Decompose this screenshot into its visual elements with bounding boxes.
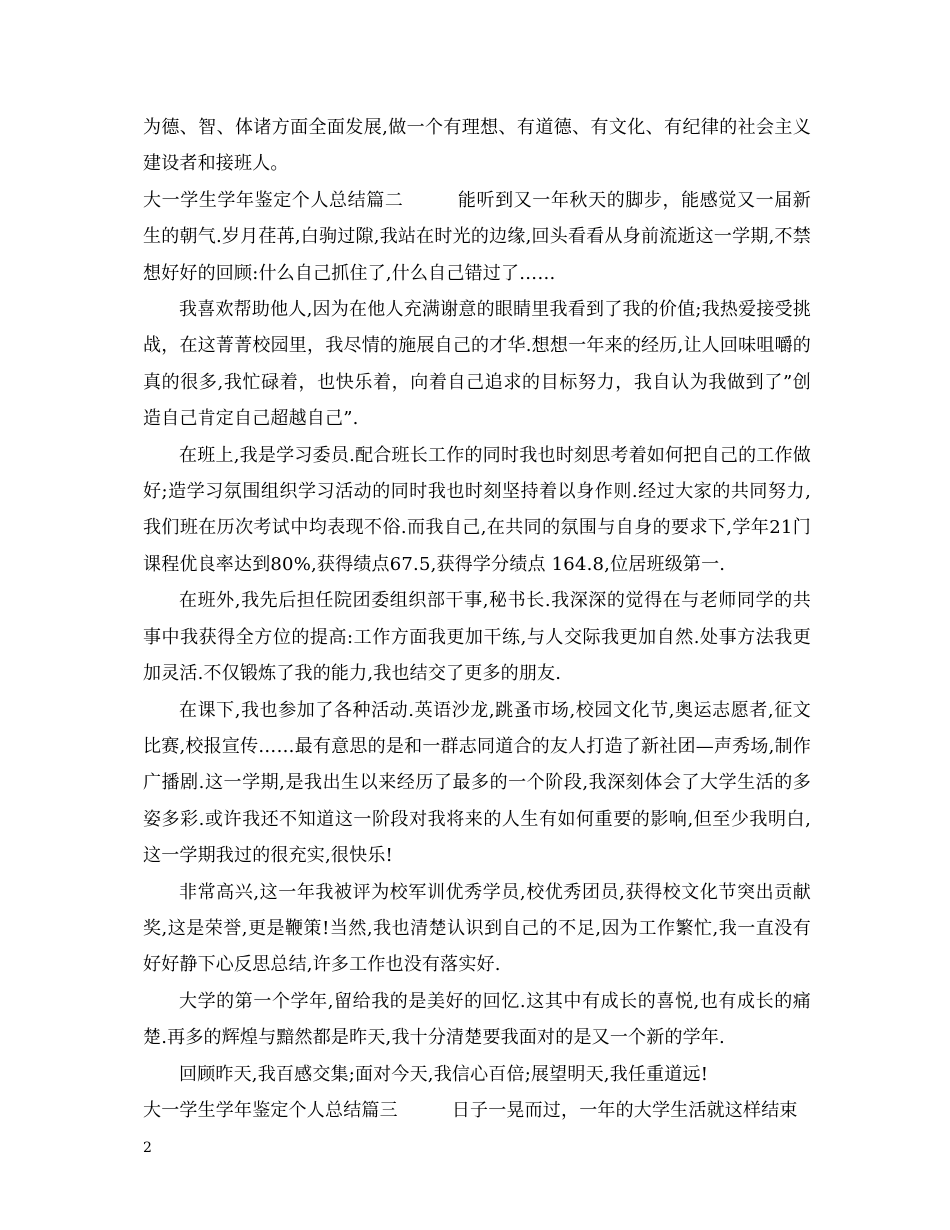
paragraph-text: 能听到又一年秋天的脚步，能感觉又一届新生的朝气.岁月荏苒,白驹过隙,我站在时光的边缘,回头看看从身前流逝这一学期,不禁想好好的回顾:什么自己抓住了,什么自己错过了…… — [143, 189, 811, 284]
paragraph-honors — [143, 875, 811, 984]
paragraph-text: 日子一晃而过，一年的大学生活就这样结束 — [451, 1099, 798, 1121]
document-body — [143, 110, 811, 1129]
paragraph-reflection — [143, 1057, 811, 1093]
paragraph-section-three-heading — [143, 1093, 811, 1129]
paragraph-helping-others — [143, 292, 811, 438]
paragraph-text: 在课下,我也参加了各种活动.英语沙龙,跳蚤市场,校园文化节,奥运志愿者,征文比赛,校报宣传……最有意思的是和一群志同道合的友人打造了新社团—声秀场,制作广播剧.这一学期,是我出生以来经历了最多的一个阶段,我深刻体会了大学生活的多姿多彩.或许我还不知道这一阶段对我将来的人生有如何重要的影响,但至少我明白,这一学期我过的很充实,很快乐! — [143, 699, 811, 867]
page-number: 2 — [143, 1140, 152, 1156]
paragraph-text: 回顾昨天,我百感交集;面对今天,我信心百倍;展望明天,我任重道远! — [179, 1063, 709, 1085]
paragraph-text: 我喜欢帮助他人,因为在他人充满谢意的眼睛里我看到了我的价值;我热爱接受挑战，在这菁菁校园里，我尽情的施展自己的才华.想想一年来的经历,让人回味咀嚼的真的很多,我忙碌着，也快乐着，向着自己追求的目标努力，我自认为我做到了”创造自己肯定自己超越自己”. — [143, 299, 811, 430]
paragraph-first-year — [143, 984, 811, 1057]
paragraph-text: 在班上,我是学习委员.配合班长工作的同时我也时刻思考着如何把自己的工作做好;造学习氛围组织学习活动的同时我也时刻坚持着以身作则.经过大家的共同努力,我们班在历次考试中均表现不俗.而我自己,在共同的氛围与自身的要求下,学年21门课程优良率达到80%,获得绩点67.5,获得学分绩点 164.8,位居班级第一. — [143, 444, 811, 575]
paragraph-text: 非常高兴,这一年我被评为校军训优秀学员,校优秀团员,获得校文化节突出贡献奖,这是荣誉,更是鞭策!当然,我也清楚认识到自己的不足,因为工作繁忙,我一直没有好好静下心反思总结,许多工作也没有落实好. — [143, 881, 811, 976]
paragraph-text: 为德、智、体诸方面全面发展,做一个有理想、有道德、有文化、有纪律的社会主义建设者和接班人。 — [143, 117, 811, 175]
paragraph-text: 在班外,我先后担任院团委组织部干事,秘书长.我深深的觉得在与老师同学的共事中我获得全方位的提高:工作方面我更加干练,与人交际我更加自然.处事方法我更加灵活.不仅锻炼了我的能力,我也结交了更多的朋友. — [143, 590, 811, 685]
paragraph-text: 大学的第一个学年,留给我的是美好的回忆.这其中有成长的喜悦,也有成长的痛楚.再多的辉煌与黯然都是昨天,我十分清楚要我面对的是又一个新的学年. — [143, 990, 811, 1049]
paragraph-in-class — [143, 438, 811, 584]
section-heading: 大一学生学年鉴定个人总结篇二 — [143, 189, 404, 211]
section-heading: 大一学生学年鉴定个人总结篇三 — [143, 1099, 398, 1121]
paragraph-section-two-heading — [143, 183, 811, 292]
paragraph-outside-class — [143, 583, 811, 692]
paragraph-activities — [143, 693, 811, 875]
paragraph-intro-end — [143, 110, 811, 183]
